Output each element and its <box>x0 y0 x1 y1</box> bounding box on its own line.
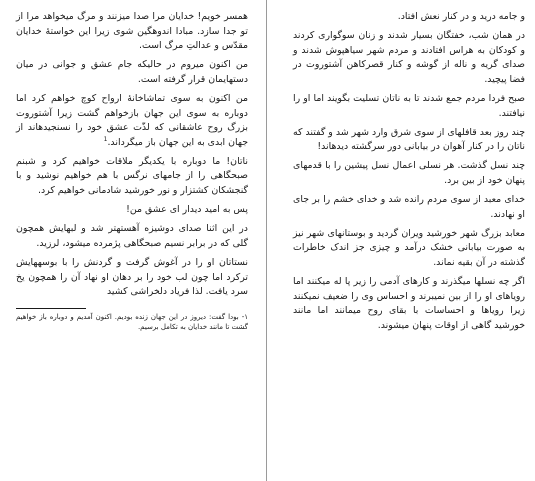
footnote: ۱- بودا گفت: دیروز در این جهان زنده بودیم. اکنون آمدیم و دوباره باز خواهیم گشت تا مانند خدایان به تکامل برسیم. <box>16 312 248 331</box>
paragraph: من اکنون میروم در حالیکه جام عشق و جوانی در میان دستهایمان قرار گرفته است. <box>16 59 248 85</box>
page-gutter <box>266 0 267 481</box>
paragraph: در این اثنا صدای دوشیزه آهستهتر شد و لبهایش همچون گلی که در برابر نسیم صبحگاهی پژمرده میشود، لرزید. <box>16 223 248 249</box>
paragraph: چند نسل گذشت. هر نسلی اعمال نسل پیشین را با قدمهای پنهان خود از بین برد. <box>293 160 525 186</box>
paragraph: و جامه درید و در کنار نعش افتاد. <box>397 11 525 22</box>
paragraph: چند روز بعد قافلهای از سوی شرق وارد شهر شد و گفتند که ناتان را در کنار آهوان در بیابانی دور سرگشته دیدهاند! <box>293 126 525 153</box>
paragraph: اگر چه نسلها میگذرند و کارهای آدمی را زیر پا له میکنند اما رویاهای او را از بین نمیبرند و احساس وی را ضعیف نمیکنند زیرا رویاها و احساسات با بقای روح میمانند اما مانند خورشید گاهی از اوقات پنهان میشوند. <box>293 276 525 331</box>
footnote-marker: 1 <box>103 135 108 143</box>
paragraph: ناتان! ما دوباره با یکدیگر ملاقات خواهیم کرد و شبنم صبحگاهی را از جامهای نرگس با هم خواهیم نوشید و با گنجشکان کشتزار و نور خورشید شادمانی خواهیم کرد. <box>16 155 248 197</box>
paragraph-with-footnote-ref <box>16 92 248 150</box>
left-page <box>0 0 262 481</box>
footnote-divider <box>16 308 86 309</box>
paragraph: همسر خویم! خدایان مرا صدا میزنند و مرگ میخواهد مرا از تو جدا سازد. مبادا اندوهگین شوی زیرا این خواستهٔ خدایان مقدّس و عدالتِ مرگ است. <box>16 11 248 52</box>
paragraph: صبح فردا مردم جمع شدند تا به ناتان تسلیت بگویند اما او را نیافتند. <box>293 92 525 119</box>
paragraph: معابد بزرگ شهر خورشید ویران گردید و بوستانهای شهر نیز به صورت بیابانی خشک درآمد و چیزی جز اندک خاطرات گذشته در آن بقیه نماند. <box>293 227 525 268</box>
paragraph: نستاتان او را در آغوش گرفت و گردنش را با بوسههایش ترکرد اما چون لب خود را بر دهان او نهاد آن را همچون یخ سرد یافت. لذا فریاد دلخراشی کشید <box>16 256 248 298</box>
paragraph: پس به امید دیدار ای عشق من! <box>126 204 248 216</box>
paragraph: در همان شب، خفتگان بسیار شدند و زنان سوگواری کردند و کودکان به هراس افتادند و مردم شهر سیاهپوش شدند و صدای گریه و ناله از گوشه و کنار قصرکاهن آشتوروت در فضا پیچید. <box>293 30 525 85</box>
paragraph: خدای معبد از سوی مردم رانده شد و خدای خشم را بر جای او نهادند. <box>293 194 525 220</box>
paragraph-text: من اکنون به سوی تماشاخانهٔ ارواح کوچ خواهم کرد اما دوباره به سوی این جهان بازخواهم گشت زیرا آشتوروت بزرگ روح عاشقانی که لذّت عشق خود را نسنجیدهاند از جهان ابدی به این جهان باز میگرداند. <box>16 92 248 148</box>
right-page <box>273 0 535 481</box>
